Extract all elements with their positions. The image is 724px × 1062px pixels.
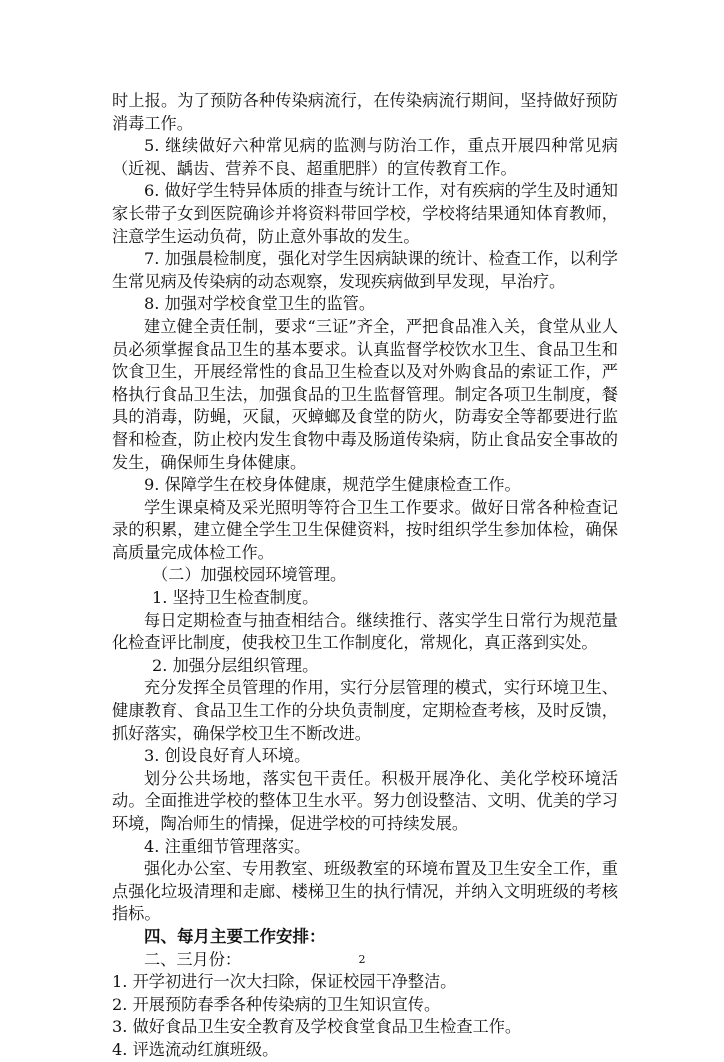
list-item: 4. 注重细节管理落实。 bbox=[144, 836, 311, 856]
list-item: 3. 创设良好育人环境。 bbox=[144, 746, 311, 766]
paragraph: 建立健全责任制，要求“三证”齐全，严把食品准入关，食堂从业人员必须掌握食品卫生的基本要求。认真监督学校饮水卫生、食品卫生和饮食卫生，开展经常性的食品卫生检查以及对外购食品的索证工作，严格执行食品卫生法，加强食品的卫生监督管理。制定各项卫生制度，餐具的消毒，防蝇，灭鼠，灭蟑螂及食堂的防火，防毒安全等都要进行监督和检查，防止校内发生食物中毒及肠道传染病，防止食品安全事故的发生，确保师生身体健康。 bbox=[112, 316, 618, 472]
list-item: 3. 做好食品卫生安全教育及学校食堂食品卫生检查工作。 bbox=[112, 1017, 522, 1037]
list-item: 1. 坚持卫生检查制度。 bbox=[152, 588, 319, 608]
paragraph: 充分发挥全员管理的作用，实行分层管理的模式，实行环境卫生、健康教育、食品卫生工作的分块负责制度，定期检查考核，及时反馈，抓好落实，确保学校卫生不断改进。 bbox=[112, 678, 618, 743]
month-heading: 二、三月份： bbox=[144, 949, 242, 969]
page-number: 2 bbox=[358, 953, 366, 966]
list-item: 4. 评选流动红旗班级。 bbox=[112, 1039, 279, 1059]
subsection-heading: （二）加强校园环境管理。 bbox=[152, 565, 347, 585]
paragraph: 划分公共场地，落实包干责任。积极开展净化、美化学校环境活动。全面推进学校的整体卫生水平。努力创设整洁、文明、优美的学习环境，陶冶师生的情操，促进学校的可持续发展。 bbox=[112, 768, 618, 833]
paragraph: 学生课桌椅及采光照明等符合卫生工作要求。做好日常各种检查记录的积累，建立健全学生卫生保健资料，按时组织学生参加体检，确保高质量完成体检工作。 bbox=[112, 497, 618, 562]
paragraph: 每日定期检查与抽查相结合。继续推行、落实学生日常行为规范量化检查评比制度，使我校卫生工作制度化，常规化，真正落到实处。 bbox=[112, 610, 618, 653]
list-item: 6. 做好学生特异体质的排查与统计工作，对有疾病的学生及时通知家长带子女到医院确诊并将资料带回学校，学校将结果通知体育教师，注意学生运动负荷，防止意外事故的发生。 bbox=[112, 181, 618, 246]
list-item: 2. 加强分层组织管理。 bbox=[152, 655, 319, 675]
list-item: 9. 保障学生在校身体健康，规范学生健康检查工作。 bbox=[144, 475, 521, 495]
list-item: 1. 开学初进行一次大扫除，保证校园干净整洁。 bbox=[112, 972, 457, 992]
paragraph: 时上报。为了预防各种传染病流行，在传染病流行期间，坚持做好预防消毒工作。 bbox=[112, 91, 618, 133]
section-heading: 四、每月主要工作安排： bbox=[144, 926, 326, 946]
body-text bbox=[112, 90, 618, 1062]
paragraph: 强化办公室、专用教室、班级教室的环境布置及卫生安全工作，重点强化垃圾清理和走廊、楼梯卫生的执行情况，并纳入文明班级的考核指标。 bbox=[112, 859, 618, 924]
list-item: 5. 继续做好六种常见病的监测与防治工作，重点开展四种常见病（近视、龋齿、营养不良、超重肥胖）的宣传教育工作。 bbox=[112, 136, 618, 178]
list-item: 7. 加强晨检制度，强化对学生因病缺课的统计、检查工作，以利学生常见病及传染病的动态观察，发现疾病做到早发现，早治疗。 bbox=[112, 249, 618, 291]
list-item: 2. 开展预防春季各种传染病的卫生知识宣传。 bbox=[112, 994, 441, 1014]
list-item: 8. 加强对学校食堂卫生的监管。 bbox=[144, 294, 376, 314]
